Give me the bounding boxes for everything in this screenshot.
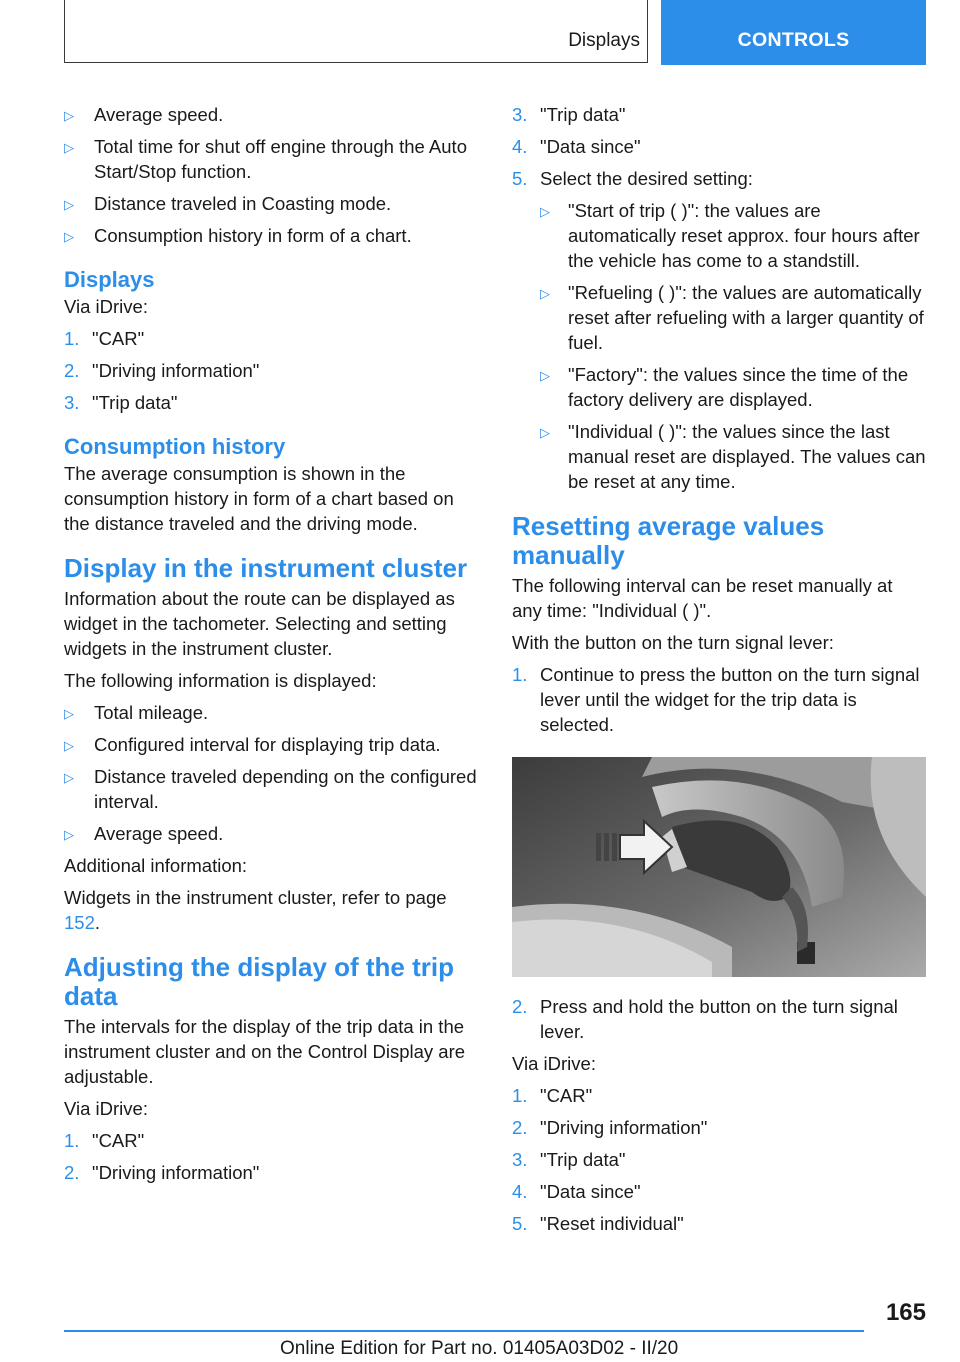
footer-divider [64, 1330, 864, 1332]
reset-idrive-steps [512, 1083, 926, 1236]
header-section-title: Displays [568, 30, 640, 51]
list-item: 4. "Data since" [512, 136, 641, 157]
triangle-bullet-icon: ▷ [540, 286, 550, 301]
adjust-steps [64, 1128, 482, 1185]
list-item: 2. "Driving information" [64, 360, 260, 381]
cluster-bullet-list [64, 700, 482, 846]
list-item: ▷ Average speed. [64, 821, 482, 846]
page-header [64, 0, 926, 66]
list-item: 5. "Reset individual" [512, 1213, 684, 1234]
triangle-bullet-icon: ▷ [64, 706, 74, 721]
triangle-bullet-icon: ▷ [64, 197, 74, 212]
list-item: 1. "CAR" [64, 1130, 145, 1151]
triangle-bullet-icon: ▷ [540, 425, 550, 440]
footer-edition: Online Edition for Part no. 01405A03D02 - II/20 [280, 1338, 679, 1359]
triangle-bullet-icon: ▷ [540, 368, 550, 383]
right-column [512, 102, 926, 1243]
triangle-bullet-icon: ▷ [64, 738, 74, 753]
list-item: ▷ Distance traveled in Coasting mode. [64, 191, 482, 216]
triangle-bullet-icon: ▷ [64, 827, 74, 842]
list-item: ▷ Total mileage. [64, 700, 482, 725]
header-frame [64, 0, 648, 63]
list-item: 5. Select the desired setting: ▷ "Start of trip ( )": the values are automatically reset approx. four hours after the vehicle has come to a standstill. ▷ "Refueling ( )": the values are automatically reset after refueling with a larger quantity of fuel. ▷ "Factory": the values since the time of the factory delivery are displayed. ▷ "Individual ( )": the values since the last manual reset are displayed. The values can be reset at any time. [512, 168, 926, 492]
list-item: 4. "Data since" [512, 1181, 641, 1202]
via-idrive-label: Via iDrive: [64, 296, 148, 317]
adjust-steps-continued [512, 102, 926, 494]
reset-values-heading: Resetting average values manually [512, 511, 825, 570]
triangle-bullet-icon: ▷ [64, 140, 74, 155]
list-item: 3. "Trip data" [512, 104, 626, 125]
via-idrive-label: Via iDrive: [512, 1053, 596, 1074]
consumption-history-text: The average consumption is shown in the consumption history in form of a chart based on the distance traveled and the driving mode. [64, 463, 454, 534]
reset-step-first [512, 662, 926, 737]
list-item: 2. Press and hold the button on the turn signal lever. [512, 996, 898, 1042]
page-number: 165 [885, 1299, 926, 1326]
intro-bullet-list [64, 102, 482, 248]
list-item: ▷ Consumption history in form of a chart. [64, 223, 482, 248]
instrument-cluster-text: Information about the route can be displayed as widget in the tachometer. Selecting and setting widgets in the instrument cluster. [64, 588, 455, 659]
list-item: 3. "Trip data" [512, 1149, 626, 1170]
information-displayed-label: The following information is displayed: [64, 670, 377, 691]
list-item: 2. "Driving information" [512, 1117, 708, 1138]
triangle-bullet-icon: ▷ [64, 229, 74, 244]
displays-steps [64, 326, 482, 415]
instrument-cluster-heading: Display in the instrument cluster [64, 553, 468, 583]
additional-info-label: Additional information: [64, 855, 248, 876]
list-item: ▷ "Individual ( )": the values since the last manual reset are displayed. The values can be reset at any time. [540, 421, 926, 492]
list-item: ▷ "Refueling ( )": the values are automatically reset after refueling with a larger quantity of fuel. [540, 282, 924, 353]
list-item: 1. "CAR" [64, 328, 145, 349]
settings-bullet-list [540, 198, 926, 494]
displays-heading: Displays [64, 267, 155, 292]
list-item: 2. "Driving information" [64, 1162, 260, 1183]
reset-step-second [512, 994, 926, 1044]
header-chapter-tab: CONTROLS [661, 0, 926, 65]
adjust-display-heading: Adjusting the display of the trip data [64, 952, 454, 1011]
turn-signal-lever-illustration [512, 757, 926, 977]
consumption-history-heading: Consumption history [64, 434, 286, 459]
left-column [64, 102, 482, 1192]
page-reference-link[interactable]: 152 [64, 912, 95, 933]
list-item: ▷ Average speed. [64, 102, 482, 127]
widgets-reference: Widgets in the instrument cluster, refer to page 152. [64, 887, 447, 933]
turn-signal-label: With the button on the turn signal lever: [512, 632, 834, 653]
list-item: 1. "CAR" [512, 1085, 593, 1106]
list-item: ▷ Configured interval for displaying trip data. [64, 732, 482, 757]
list-item: ▷ "Start of trip ( )": the values are automatically reset approx. four hours after the vehicle has come to a standstill. [540, 200, 920, 271]
adjust-display-text: The intervals for the display of the trip data in the instrument cluster and on the Control Display are adjustable. [64, 1016, 466, 1087]
reset-values-text: The following interval can be reset manually at any time: "Individual ( )". [512, 575, 893, 621]
via-idrive-label: Via iDrive: [64, 1098, 148, 1119]
list-item: 1. Continue to press the button on the turn signal lever until the widget for the trip data is selected. [512, 664, 920, 735]
list-item: ▷ "Factory": the values since the time of the factory delivery are displayed. [540, 364, 909, 410]
triangle-bullet-icon: ▷ [540, 204, 550, 219]
triangle-bullet-icon: ▷ [64, 108, 74, 123]
list-item: 3. "Trip data" [64, 392, 178, 413]
list-item: ▷ Distance traveled depending on the configured interval. [64, 766, 477, 812]
list-item: ▷ Total time for shut off engine through the Auto Start/Stop function. [64, 136, 467, 182]
triangle-bullet-icon: ▷ [64, 770, 74, 785]
